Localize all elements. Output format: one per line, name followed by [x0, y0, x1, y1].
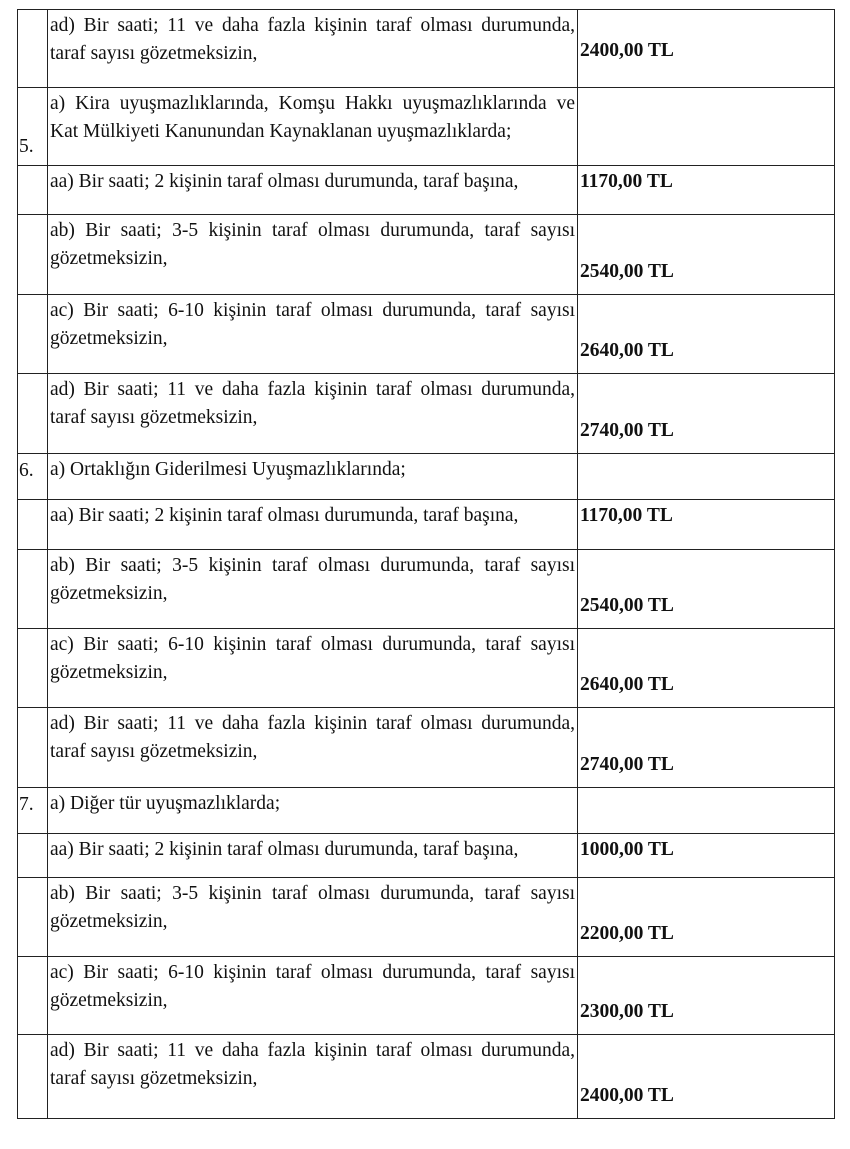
table-row — [18, 500, 835, 550]
fee-cell — [578, 878, 835, 957]
fee-amount: 1000,00 TL — [580, 839, 674, 860]
table-row — [18, 957, 835, 1035]
fee-amount: 2400,00 TL — [580, 1085, 674, 1106]
table-row — [18, 166, 835, 215]
description-cell: ad) Bir saati; 11 ve daha fazla kişinin taraf olması durumunda, taraf sayısı gözetmeksizin, — [48, 1035, 578, 1119]
fee-amount: 2540,00 TL — [580, 261, 674, 282]
item-number-cell — [18, 88, 48, 166]
fee-amount: 1170,00 TL — [580, 171, 673, 192]
item-number-cell — [18, 708, 48, 788]
fee-amount: 2640,00 TL — [580, 340, 674, 361]
description-cell: ad) Bir saati; 11 ve daha fazla kişinin taraf olması durumunda, taraf sayısı gözetmeksizin, — [48, 708, 578, 788]
description-cell: ab) Bir saati; 3-5 kişinin taraf olması durumunda, taraf sayısı gözetmeksizin, — [48, 878, 578, 957]
item-number — [19, 83, 47, 87]
item-number-cell — [18, 500, 48, 550]
item-number-cell — [18, 834, 48, 878]
fee-amount: 2740,00 TL — [580, 420, 674, 441]
item-number-cell — [18, 166, 48, 215]
table-row — [18, 788, 835, 834]
item-number — [19, 545, 47, 549]
item-number — [19, 624, 47, 628]
item-number-cell — [18, 215, 48, 295]
fee-cell — [578, 166, 835, 215]
description-cell: ac) Bir saati; 6-10 kişinin taraf olması durumunda, taraf sayısı gözetmeksizin, — [48, 629, 578, 708]
description-cell: ad) Bir saati; 11 ve daha fazla kişinin taraf olması durumunda, taraf sayısı gözetmeksizin, — [48, 374, 578, 454]
description-cell: aa) Bir saati; 2 kişinin taraf olması durumunda, taraf başına, — [48, 834, 578, 878]
item-number — [19, 703, 47, 707]
item-number: 7. — [19, 794, 34, 815]
table-row — [18, 708, 835, 788]
fee-amount: 2540,00 TL — [580, 595, 674, 616]
item-number-cell — [18, 454, 48, 500]
description-cell: ab) Bir saati; 3-5 kişinin taraf olması durumunda, taraf sayısı gözetmeksizin, — [48, 215, 578, 295]
fee-amount: 2300,00 TL — [580, 1001, 674, 1022]
fee-cell — [578, 500, 835, 550]
description-cell: ad) Bir saati; 11 ve daha fazla kişinin taraf olması durumunda, taraf sayısı gözetmeksizin, — [48, 10, 578, 88]
item-number-cell — [18, 629, 48, 708]
fee-cell — [578, 1035, 835, 1119]
table-row — [18, 10, 835, 88]
description-cell: aa) Bir saati; 2 kişinin taraf olması durumunda, taraf başına, — [48, 166, 578, 215]
table-row — [18, 215, 835, 295]
item-number-cell — [18, 295, 48, 374]
item-number — [19, 210, 47, 214]
fee-cell — [578, 788, 835, 834]
description-cell: a) Diğer tür uyuşmazlıklarda; — [48, 788, 578, 834]
description-cell: ac) Bir saati; 6-10 kişinin taraf olması durumunda, taraf sayısı gözetmeksizin, — [48, 295, 578, 374]
table-row — [18, 295, 835, 374]
item-number: 6. — [19, 460, 34, 481]
table-row — [18, 454, 835, 500]
fee-cell — [578, 550, 835, 629]
fee-cell — [578, 215, 835, 295]
fee-cell — [578, 295, 835, 374]
fee-amount: 1170,00 TL — [580, 505, 673, 526]
item-number — [19, 783, 47, 787]
fee-cell — [578, 374, 835, 454]
table-row — [18, 834, 835, 878]
item-number — [19, 449, 47, 453]
item-number-cell — [18, 788, 48, 834]
fee-amount: 2640,00 TL — [580, 674, 674, 695]
item-number — [19, 1030, 47, 1034]
table-row — [18, 88, 835, 166]
fee-table — [17, 9, 835, 1119]
fee-amount: 2740,00 TL — [580, 754, 674, 775]
item-number-cell — [18, 10, 48, 88]
description-cell: ab) Bir saati; 3-5 kişinin taraf olması durumunda, taraf sayısı gözetmeksizin, — [48, 550, 578, 629]
item-number: 5. — [19, 136, 34, 157]
table-row — [18, 374, 835, 454]
table-row — [18, 1035, 835, 1119]
item-number — [19, 369, 47, 373]
item-number — [19, 873, 47, 877]
description-cell: a) Ortaklığın Giderilmesi Uyuşmazlıklarında; — [48, 454, 578, 500]
item-number-cell — [18, 374, 48, 454]
fee-cell — [578, 957, 835, 1035]
table-row — [18, 878, 835, 957]
item-number-cell — [18, 878, 48, 957]
table-row — [18, 629, 835, 708]
fee-cell — [578, 454, 835, 500]
fee-cell — [578, 629, 835, 708]
item-number-cell — [18, 550, 48, 629]
item-number-cell — [18, 957, 48, 1035]
table-row — [18, 550, 835, 629]
fee-amount: 2200,00 TL — [580, 923, 674, 944]
item-number — [19, 952, 47, 956]
fee-cell — [578, 708, 835, 788]
fee-amount: 2400,00 TL — [580, 39, 674, 61]
description-cell: a) Kira uyuşmazlıklarında, Komşu Hakkı uyuşmazlıklarında ve Kat Mülkiyeti Kanunundan Kaynaklanan uyuşmazlıklarda; — [48, 88, 578, 166]
fee-cell — [578, 10, 835, 88]
item-number — [19, 1114, 47, 1118]
fee-cell — [578, 88, 835, 166]
item-number-cell — [18, 1035, 48, 1119]
fee-cell — [578, 834, 835, 878]
description-cell: ac) Bir saati; 6-10 kişinin taraf olması durumunda, taraf sayısı gözetmeksizin, — [48, 957, 578, 1035]
item-number — [19, 290, 47, 294]
description-cell: aa) Bir saati; 2 kişinin taraf olması durumunda, taraf başına, — [48, 500, 578, 550]
